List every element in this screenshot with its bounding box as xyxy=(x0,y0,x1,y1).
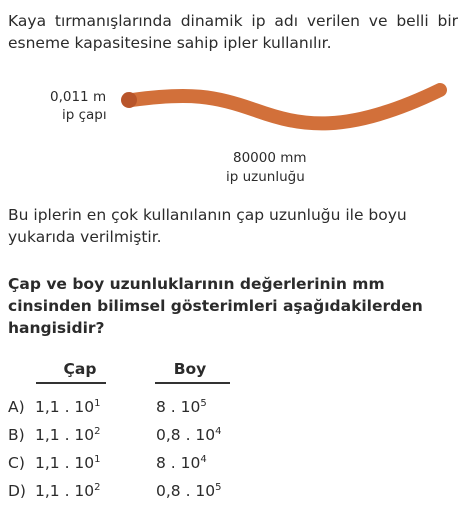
option-cap: 1,1 . $10^2$ xyxy=(35,426,101,444)
rope-end-cap xyxy=(121,92,137,108)
option-boy: 0,8 . $10^5$ xyxy=(156,482,222,500)
option-letter: C) xyxy=(8,454,25,472)
option-boy: 8 . $10^4$ xyxy=(156,454,207,472)
length-label: ip uzunluğu xyxy=(226,169,305,185)
option-cap: 1,1 . $10^1$ xyxy=(35,398,101,416)
intro-text: Kaya tırmanışlarında dinamik ip adı verilen ve belli bir esneme kapasitesine sahip ipler kullanılır. xyxy=(8,12,458,52)
option-boy: 0,8 . $10^4$ xyxy=(156,426,222,444)
column-rule-boy xyxy=(155,382,230,384)
column-header-boy: Boy xyxy=(173,360,207,378)
option-letter: D) xyxy=(8,482,26,500)
rope-shape xyxy=(132,90,440,123)
option-letter: A) xyxy=(8,398,25,416)
option-cap: 1,1 . $10^2$ xyxy=(35,482,101,500)
column-header-cap: Çap xyxy=(63,360,97,378)
column-rule-cap xyxy=(36,382,106,384)
option-boy: 8 . $10^5$ xyxy=(156,398,207,416)
description-text: Bu iplerin en çok kullanılanın çap uzunluğu ile boyu yukarıda verilmiştir. xyxy=(8,206,407,246)
diameter-label: ip çapı xyxy=(62,107,107,123)
option-cap: 1,1 . $10^1$ xyxy=(35,454,101,472)
question-text: Çap ve boy uzunluklarının değerlerinin mm cinsinden bilimsel gösterimleri aşağıdakilerden hangisidir? xyxy=(8,275,423,337)
diameter-value: 0,011 m xyxy=(50,89,107,105)
option-letter: B) xyxy=(8,426,25,444)
length-value: 80000 mm xyxy=(233,150,307,166)
